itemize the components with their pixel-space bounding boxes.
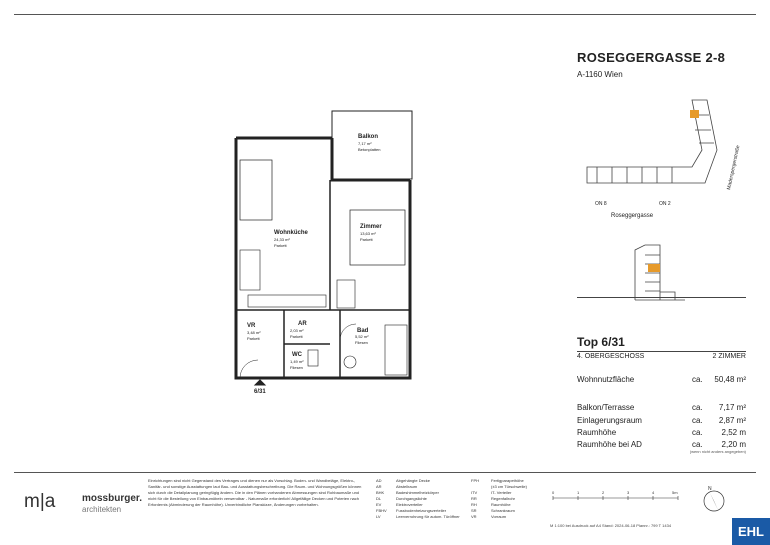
area-value: 7,17 m²	[718, 403, 746, 412]
floor-plan-drawing	[200, 100, 430, 400]
area-label: Raumhöhe bei AD	[577, 440, 642, 449]
area-label: Balkon/Terrasse	[577, 403, 635, 412]
room-wc-name: WC	[292, 352, 302, 358]
scale-label: 1	[577, 490, 580, 495]
legend-abbr: FBHV	[376, 508, 387, 513]
scale-label: 2	[602, 490, 605, 495]
compass-needle	[710, 493, 718, 510]
door-swing-entrance	[240, 360, 258, 378]
section-outline	[635, 245, 685, 300]
area-ca: ca.	[692, 416, 703, 425]
toilet-symbol	[308, 350, 318, 366]
area-value: 2,20 m	[721, 440, 746, 449]
bed-symbol	[350, 210, 405, 265]
entrance-1-label: ON 8	[595, 201, 607, 207]
bottom-frame-line	[14, 472, 756, 473]
kitchen-counter	[248, 295, 326, 307]
area-value: 2,52 m	[721, 428, 746, 437]
site-plan	[577, 95, 747, 220]
legend-desc: Durchgangslichte	[396, 496, 427, 501]
divider-line	[577, 297, 746, 298]
street-side-label: Maderspergerstraße	[726, 144, 742, 191]
room-wohnkueche-name: Wohnküche	[274, 230, 308, 236]
legend-desc: Regenfallrohr	[491, 496, 516, 501]
scale-label: 4	[652, 490, 655, 495]
legend-desc: Abgehängte Decke	[396, 478, 431, 483]
room-vr-floor: Parkett	[247, 336, 260, 341]
legend-abbr: RH	[471, 502, 477, 507]
abbreviation-legend	[376, 478, 556, 520]
legend-desc: Badeshimmelheizkörper	[396, 490, 439, 495]
area-row-einlagerungsraum	[577, 416, 746, 427]
balcony-outline	[332, 111, 412, 179]
area-note: (wenn nicht anders angegeben)	[689, 449, 746, 454]
legend-desc: Fussbodenheizungsverteiler	[396, 508, 447, 513]
scale-bar	[550, 490, 680, 520]
legend-desc: Elektroverteiler	[396, 502, 423, 507]
legend-desc: Vorraum	[491, 514, 507, 519]
area-row-raumhoehe	[577, 428, 746, 439]
legend-abbr: LV	[376, 514, 381, 519]
divider-line	[577, 351, 746, 352]
section-unit-highlight	[648, 264, 660, 272]
legend-abbr: RR	[471, 496, 477, 501]
top-frame-line	[14, 14, 756, 15]
door-swing-bath	[340, 324, 356, 340]
unit-rooms: 2 ZIMMER	[712, 353, 746, 360]
legend-abbr: ITV	[471, 490, 478, 495]
legend-abbr: BHK	[376, 490, 385, 495]
room-bad-area: 5,52 m²	[355, 334, 369, 339]
legend-abbr: VR	[471, 514, 477, 519]
area-value: 2,87 m²	[718, 416, 746, 425]
room-balkon-floor: Betonplatten	[358, 147, 381, 152]
wardrobe-symbol	[337, 280, 355, 308]
legend-abbr: EV	[376, 502, 382, 507]
scale-label: 5m	[672, 490, 678, 495]
legend-abbr: AR	[376, 484, 382, 489]
room-vr-area: 3,48 m²	[247, 330, 261, 335]
room-ar-floor: Parkett	[290, 334, 303, 339]
project-address: A-1160 Wien	[577, 70, 623, 79]
room-wohnkueche-floor: Parkett	[274, 243, 287, 248]
legend-desc: Fertigparapethöhe	[491, 478, 524, 483]
room-wc-area: 1,49 m²	[290, 359, 304, 364]
project-title: ROSEGGERGASSE 2-8	[577, 50, 726, 65]
legend-abbr: DL	[376, 496, 382, 501]
room-wc-floor: Fliesen	[290, 365, 303, 370]
compass-north-label: N	[708, 486, 712, 492]
area-label: Einlagerungsraum	[577, 416, 642, 425]
sofa-symbol	[240, 160, 272, 220]
street-bottom-label: Roseggergasse	[611, 213, 654, 219]
room-zimmer-name: Zimmer	[360, 224, 382, 230]
area-ca: ca.	[692, 440, 703, 449]
room-balkon-name: Balkon	[358, 134, 379, 140]
legend-abbr: AD	[376, 478, 382, 483]
compass-icon	[700, 484, 728, 514]
legend-desc: Schrankraum	[491, 508, 515, 513]
unit-floor: 4. OBERGESCHOSS	[577, 353, 645, 360]
scale-label: 3	[627, 490, 630, 495]
area-label: Raumhöhe	[577, 428, 617, 437]
section-floors	[645, 255, 660, 291]
area-label: Wohnnutzfläche	[577, 375, 635, 384]
washbasin-symbol	[344, 356, 356, 368]
shower-symbol	[385, 325, 407, 375]
area-row-wohnnutzflaeche	[577, 375, 746, 386]
room-bad-floor: Fliesen	[355, 340, 368, 345]
legend-desc: Raumhöhe	[491, 502, 511, 507]
legend-desc: (±3 cm Türschwelle)	[491, 484, 527, 489]
ehl-logo: EHL	[732, 518, 770, 545]
scale-label: 0	[552, 490, 555, 495]
legend-row	[376, 514, 556, 520]
entrance-marker	[255, 380, 265, 385]
logo-name: mossburger.	[82, 493, 143, 504]
room-vr-name: VR	[247, 323, 256, 329]
room-zimmer-floor: Parkett	[360, 237, 373, 242]
legend-abbr: SR	[471, 508, 477, 513]
area-ca: ca.	[692, 428, 703, 437]
logo-mark: m|a	[24, 491, 56, 512]
unit-id: Top 6/31	[577, 335, 625, 349]
room-wohnkueche-area: 24,33 m²	[274, 237, 290, 242]
legend-desc: IT- Verteiler	[491, 490, 512, 495]
table-symbol	[240, 250, 260, 290]
exterior-wall	[236, 138, 410, 378]
room-balkon-area: 7,17 m²	[358, 141, 372, 146]
unit-tag: 6/31	[254, 389, 266, 395]
area-ca: ca.	[692, 403, 703, 412]
area-value: 50,48 m²	[714, 375, 746, 384]
legend-desc: Leerverrohrung für autom. Türöffner	[396, 514, 460, 519]
unit-highlight	[690, 110, 699, 118]
room-ar-name: AR	[298, 321, 307, 327]
room-zimmer-area: 13,63 m²	[360, 231, 376, 236]
entrance-2-label: ON 2	[659, 201, 671, 207]
room-ar-area: 2,03 m²	[290, 328, 304, 333]
scale-caption: M 1:100 bei Ausdruck auf A4 Stand: 2024-06-18 Plannr.: 799 T 1434	[550, 523, 672, 528]
legend-abbr: FPH	[471, 478, 479, 483]
area-ca: ca.	[692, 375, 703, 384]
building-grid	[597, 115, 714, 183]
logo-subtitle: architekten	[82, 505, 122, 514]
section-diagram	[630, 240, 690, 305]
room-bad-name: Bad	[357, 328, 369, 334]
disclaimer-text: Einrichtungen sind nicht Gegenstand des Vertrages und dienen nur als Vorschlag. Boden- und Wandbeläge, Elektro-, Sanitär- und sonstige Ausstattungen laut Bau- und Ausstattungsbeschreibung. Die Raum- und Wohnungsgrößen können sich durch die Detailplanung geringfügig ändern. Die in den Plänen vorhandenen Abmessungen sind Rohbaumaße und nicht für die Bestellung von Einbaumöbeln verwendbar - Naturmaße erforderlich! Allgefällige Decken und Poterien nach Erfordernis (Abminderung der Raumhöhe). Unverbindliche Planskizze, Änderungen vorbehalten.	[148, 478, 362, 507]
area-row-balkon	[577, 403, 746, 414]
legend-desc: Abstellraum	[396, 484, 418, 489]
